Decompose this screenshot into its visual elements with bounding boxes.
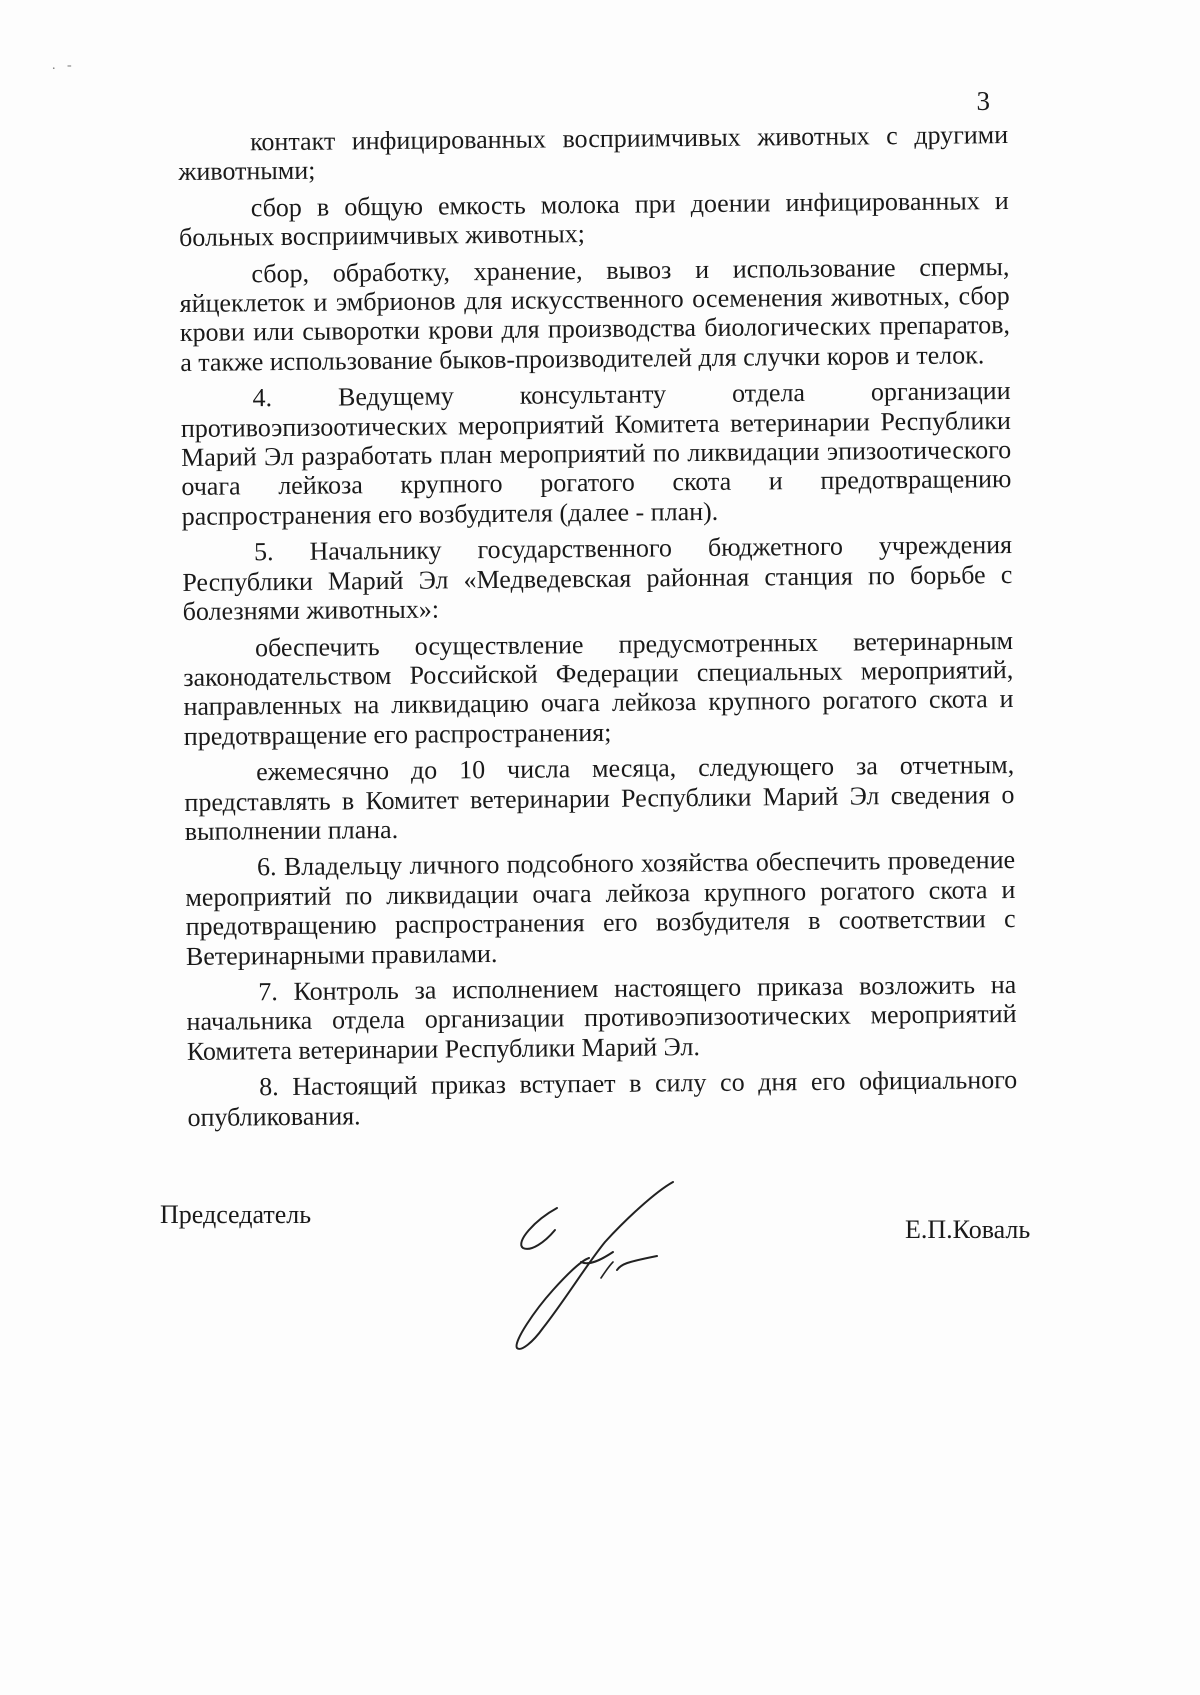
paragraph-9: 7. Контроль за исполнением настоящего приказа возложить на начальника отдела организации противоэпизоотических мероприятий Комитета ветеринарии Республики Марий Эл.: [186, 969, 1017, 1066]
paragraph-8: 6. Владельцу личного подсобного хозяйства обеспечить проведение мероприятий по ликвидации очага лейкоза крупного рогатого скота и предотвращению распространения его возбудителя в соответствии с Ветеринарными правилами.: [185, 845, 1016, 971]
scan-artifact: . -: [52, 58, 76, 73]
signatory-name: Е.П.Коваль: [905, 1215, 1031, 1244]
signature-block: [0, 1180, 1200, 1380]
paragraph-7: ежемесячно до 10 числа месяца, следующего за отчетным, представлять в Комитет ветеринарии Республики Марий Эл сведения о выполнении плана.: [184, 750, 1015, 846]
paragraph-2: сбор в общую емкость молока при доении инфицированных и больных восприимчивых животных;: [178, 185, 1009, 253]
document-body: [178, 120, 1018, 1139]
paragraph-6: обеспечить осуществление предусмотренных ветеринарным законодательством Российской Федерации специальных мероприятий, направленных на ликвидацию очага лейкоза крупного рогатого скота и предотвращение его распространения;: [183, 625, 1014, 751]
signatory-title: Председатель: [160, 1200, 312, 1229]
paragraph-1: контакт инфицированных восприимчивых животных с другими животными;: [178, 120, 1009, 187]
paragraph-4: 4. Ведущему консультанту отдела организации противоэпизоотических мероприятий Комитета ветеринарии Республики Марий Эл разработать план мероприятий по ликвидации эпизоотического очага лейкоза крупного рогатого скота и предотвращению распространения его возбудителя (далее - план).: [180, 376, 1012, 531]
page-number: 3: [976, 86, 990, 116]
paragraph-10: 8. Настоящий приказ вступает в силу со дня его официального опубликования.: [187, 1065, 1018, 1132]
paragraph-5: 5. Начальнику государственного бюджетного учреждения Республики Марий Эл «Медведевская районная станция по борьбе с болезнями животных»:: [182, 530, 1013, 627]
handwritten-signature: [505, 1180, 675, 1360]
paragraph-3: сбор, обработку, хранение, вывоз и использование спермы, яйцеклеток и эмбрионов для искусственного осеменения животных, сбор крови или сыворотки крови для производства биологических препаратов, а также использование быков-производителей для случки коров и телок.: [179, 251, 1011, 377]
